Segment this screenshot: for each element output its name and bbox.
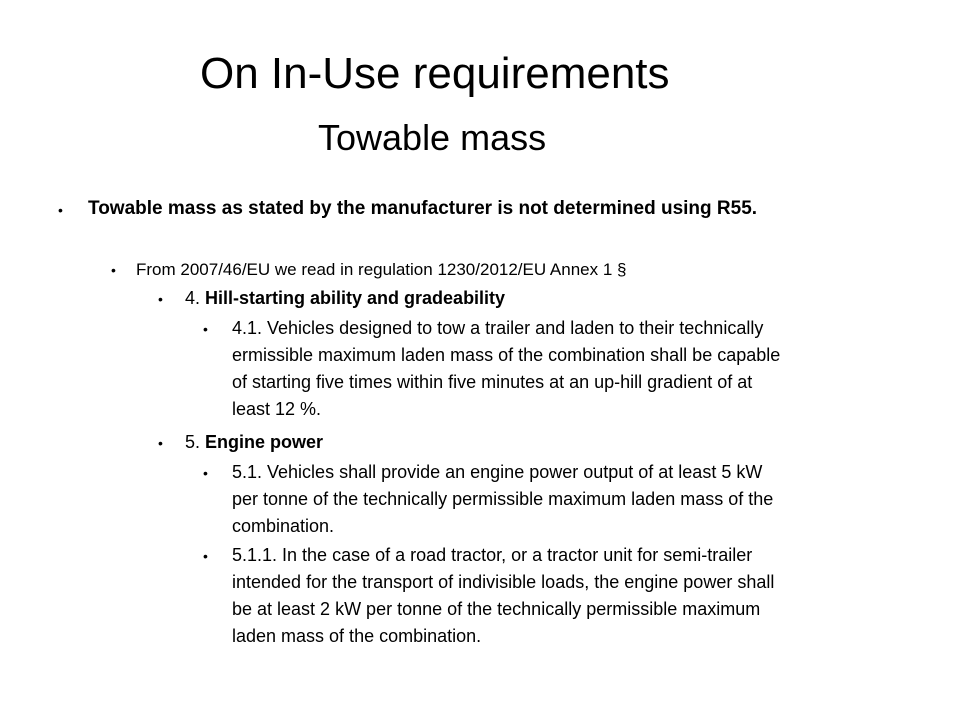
source-bullet-text: From 2007/46/EU we read in regulation 1230/2012/EU Annex 1 § (136, 260, 627, 279)
item-5-1-1-line: intended for the transport of indivisible loads, the engine power shall (232, 572, 775, 592)
bullet-icon: • (203, 465, 208, 481)
section-4-number: 4. (185, 288, 206, 308)
section-4-text (185, 287, 505, 309)
item-5-1-1-line: be at least 2 kW per tonne of the technically permissible maximum (232, 599, 761, 619)
item-5-1-line: 5.1. Vehicles shall provide an engine power output of at least 5 kW (232, 462, 763, 482)
slide-subtitle: Towable mass (318, 117, 547, 158)
bullet-icon: • (203, 548, 208, 564)
bullet-icon: • (203, 321, 208, 337)
item-4-1-line: 4.1. Vehicles designed to tow a trailer and laden to their technically (232, 318, 764, 338)
bullet-icon: • (158, 435, 163, 451)
section-4-heading: Hill-starting ability and gradeability (205, 288, 506, 308)
item-5-1-line: combination. (232, 516, 335, 536)
item-5-1-line: per tonne of the technically permissible maximum laden mass of the (232, 489, 774, 509)
bullet-icon: • (58, 202, 63, 218)
item-4-1-line: of starting five times within five minutes at an up-hill gradient of at (232, 372, 753, 392)
item-4-1-line: least 12 %. (232, 399, 322, 419)
bullet-icon: • (158, 291, 163, 307)
section-5-text (185, 431, 323, 453)
main-bullet-text: Towable mass as stated by the manufacturer is not determined using R55. (88, 198, 758, 219)
bullet-icon: • (111, 262, 116, 278)
section-5-number: 5. (185, 432, 206, 452)
item-5-1-1-line: laden mass of the combination. (232, 626, 482, 646)
item-4-1-line: ermissible maximum laden mass of the combination shall be capable (232, 345, 781, 365)
slide-title: On In-Use requirements (200, 49, 670, 98)
section-5-heading: Engine power (205, 432, 324, 452)
item-5-1-1-line: 5.1.1. In the case of a road tractor, or a tractor unit for semi-trailer (232, 545, 753, 565)
